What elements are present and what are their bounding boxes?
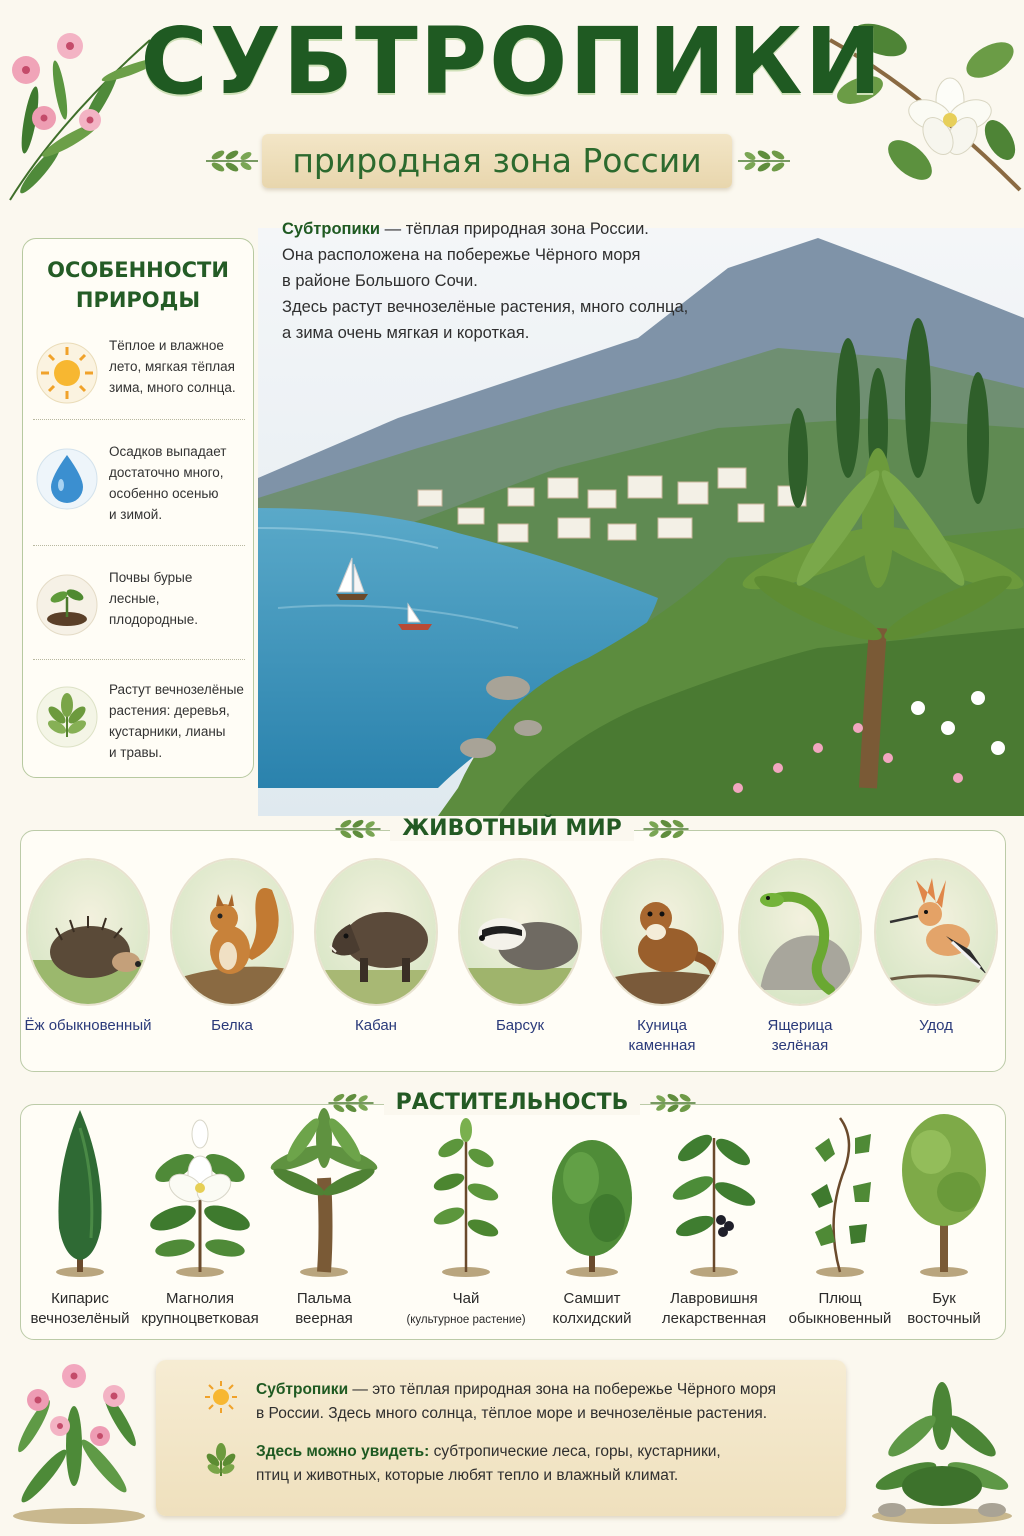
feature-divider [33,659,245,660]
water-drop-icon [35,447,99,511]
lizard-illustration [738,858,862,1006]
ribbon-left-leaf-icon [204,146,260,176]
animals-heading: ЖИВОТНЫЙ МИР [0,816,1024,842]
animal-label: Удод [919,1017,953,1034]
heading-leaf-icon [333,816,383,842]
feature-divider [33,545,245,546]
intro-line-3: в районе Большого Сочи. [282,272,478,290]
page-title: СУБТРОПИКИ [140,8,884,115]
soil-sprout-icon [35,573,99,637]
plant-label: Кипарис вечнозелёный [30,1290,130,1327]
heading-leaf-icon [641,816,691,842]
laurel-illustration [659,1108,769,1278]
badger-illustration [458,858,582,1006]
plant-cypress [18,1108,142,1329]
leaves-icon [35,685,99,749]
ivy-illustration [785,1108,895,1278]
magnolia-illustration [145,1108,255,1278]
intro-line-1: — тёплая природная зона России. [380,220,649,238]
animal-squirrel [166,858,298,1036]
summary-paragraph-2: Здесь можно увидеть: субтропические леса, горы, кустарники, птиц и животных, которые любят тепло и влажный климат. [256,1443,721,1484]
animal-marten [596,858,728,1056]
boxwood-illustration [537,1108,647,1278]
feature-vegetation: Растут вечнозелёные растения: деревья, кустарники, лианы и травы. [31,667,249,777]
plant-label: Чай (культурное растение) [406,1290,526,1326]
animal-label: Барсук [495,1017,545,1034]
animal-badger [454,858,586,1036]
feature-climate: Тёплое и влажное лето, мягкая тёплая зима, много солнца. [31,323,249,433]
intro-lead: Субтропики [282,220,381,238]
intro-line-2: Она расположена на побережье Чёрного моря [282,246,641,264]
animal-label: Ящерица зелёная [767,1017,833,1054]
animal-label: Белка [211,1017,253,1034]
animal-hoopoe [870,858,1002,1036]
plant-label: Плющ обыкновенный [788,1290,892,1327]
feature-soil: Почвы бурые лесные, плодородные. [31,555,249,665]
plant-laurel [652,1108,776,1329]
nature-features-panel [22,238,254,778]
summary-paragraph-1: Субтропики — это тёплая природная зона на побережье Чёрного моря в России. Здесь много солнца, тёплое море и вечнозелёные растения. [256,1381,777,1422]
plant-label: Магнолия крупноцветковая [141,1290,259,1327]
sun-icon [204,1380,238,1414]
page-subtitle: природная зона России [262,134,732,188]
plant-label: Самшит колхидский [552,1290,632,1327]
beech-illustration [889,1108,999,1278]
plant-label: Пальма веерная [295,1290,353,1327]
plant-label: Бук восточный [907,1290,981,1327]
ribbon-right-leaf-icon [736,146,792,176]
plants-heading: РАСТИТЕЛЬНОСТЬ [0,1090,1024,1116]
summary-panel [156,1360,846,1516]
leaves-icon [204,1442,238,1478]
animal-label: Ёж обыкновенный [24,1017,152,1034]
animal-label: Куница каменная [628,1017,696,1054]
squirrel-illustration [170,858,294,1006]
animal-hedgehog [22,858,154,1036]
feature-precipitation: Осадков выпадает достаточно много, особенно осенью и зимой. [31,429,249,539]
plant-palm [262,1108,386,1329]
intro-text [282,216,752,346]
features-title: ОСОБЕННОСТИ ПРИРОДЫ [47,258,229,312]
bottom-left-flowers-decoration [4,1356,154,1526]
intro-line-4: Здесь растут вечнозелёные растения, много солнца, [282,298,689,316]
animal-label: Кабан [355,1017,397,1034]
tea-illustration [411,1108,521,1278]
animal-boar [310,858,442,1036]
plant-label: Лавровишня лекарственная [661,1290,767,1327]
plant-boxwood [530,1108,654,1329]
hedgehog-illustration [26,858,150,1006]
feature-divider [33,419,245,420]
animal-lizard [734,858,866,1056]
cypress-illustration [25,1108,135,1278]
plant-beech [882,1108,1006,1329]
sun-icon [35,341,99,405]
plant-tea [404,1108,528,1330]
intro-line-5: а зима очень мягкая и короткая. [282,324,530,342]
palm-illustration [269,1108,379,1278]
plant-magnolia [138,1108,262,1329]
bottom-right-shrub-decoration [862,1356,1022,1526]
boar-illustration [314,858,438,1006]
hoopoe-illustration [874,858,998,1006]
marten-illustration [600,858,724,1006]
